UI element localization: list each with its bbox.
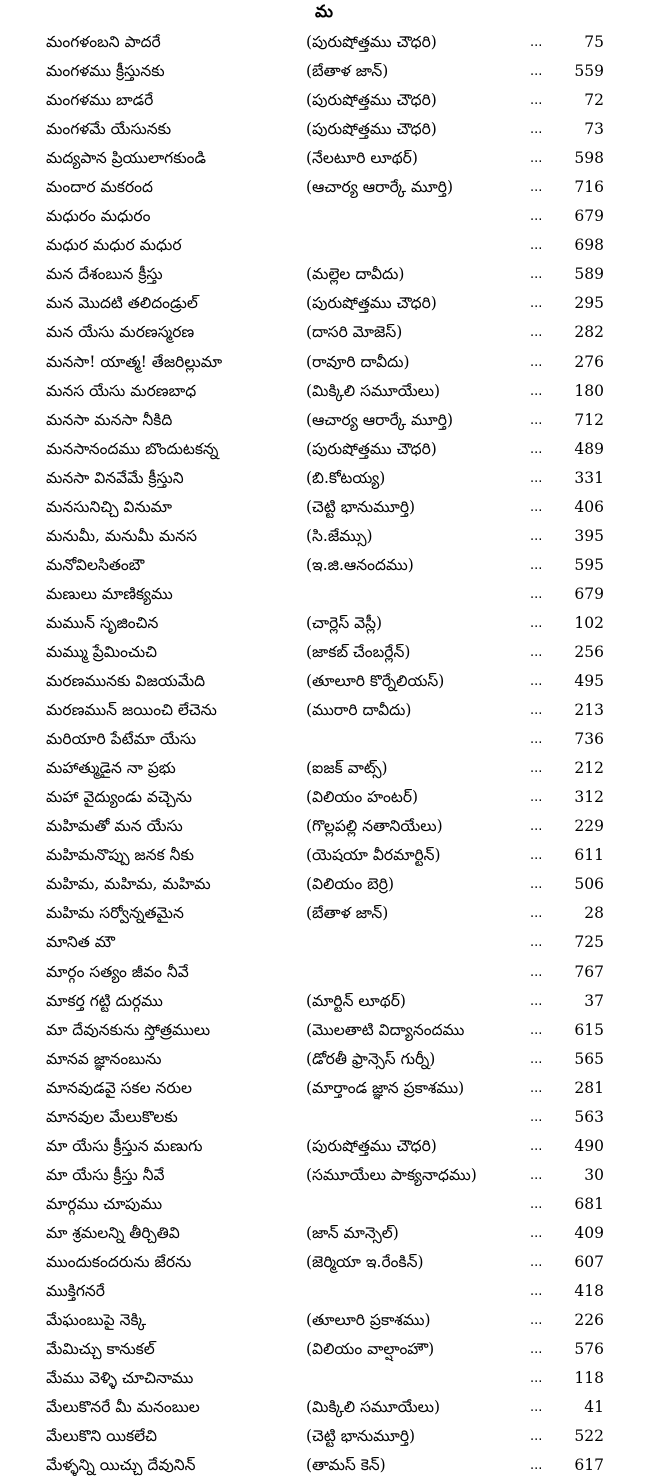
page-number: 418 (574, 1282, 604, 1301)
index-entry (0, 1016, 649, 1045)
dot-leader: ... (530, 35, 543, 50)
index-entry (0, 318, 649, 347)
page-number: 41 (584, 1398, 604, 1417)
dot-leader: ... (530, 674, 543, 690)
song-author: (బేతాళ జాన్) (306, 904, 389, 923)
song-author: (పురుషోత్తము చౌధరి) (306, 33, 437, 51)
song-author: (విలియం వాల్షాంహౌ) (306, 1340, 435, 1359)
song-title: మనోవిలసితంబౌ (46, 555, 145, 574)
index-entry (0, 231, 649, 260)
song-author: (జెర్మియా ఇ.రేంకిన్) (306, 1252, 424, 1271)
page-number: 30 (584, 1165, 604, 1184)
dot-leader: ... (530, 267, 543, 283)
dot-leader: ... (530, 93, 543, 109)
song-title: మహిమ, మహిమ, మహిమ (46, 875, 211, 894)
page-number: 725 (574, 933, 604, 952)
song-author: (విలియం హంటర్) (306, 788, 419, 807)
index-entry (0, 1132, 649, 1161)
page-number: 295 (574, 294, 604, 313)
page-number: 576 (574, 1340, 604, 1359)
song-title: మధుర మధుర మధుర (46, 236, 182, 255)
dot-leader: ... (530, 1080, 543, 1096)
song-author: (యెషయా వీరమార్టిన్) (306, 846, 441, 865)
page-number: 409 (574, 1223, 604, 1242)
song-title: మానవుల మేలుకొలకు (46, 1107, 178, 1126)
index-entry (0, 754, 649, 783)
index-entry (0, 928, 649, 957)
index-entry (0, 638, 649, 667)
index-entry (0, 1451, 649, 1480)
song-author: (పురుషోత్తము చౌధరి) (306, 91, 437, 110)
song-author: (మొలతాటి విద్యానందము (306, 1020, 465, 1039)
index-entry (0, 493, 649, 522)
song-author: (పురుషోత్తము చౌధరి) (306, 294, 437, 313)
dot-leader: ... (530, 470, 543, 486)
page-number: 736 (574, 730, 604, 749)
index-entry (0, 435, 649, 464)
song-title: ముందుకందరును జేరను (46, 1252, 192, 1271)
index-entry (0, 522, 649, 551)
page-number: 716 (574, 178, 604, 197)
index-entry (0, 841, 649, 870)
index-entry (0, 1277, 649, 1306)
page-number: 281 (574, 1078, 604, 1097)
page-number: 395 (574, 526, 604, 545)
section-letter-heading: మ (315, 2, 334, 22)
dot-leader: ... (530, 64, 543, 80)
index-entry (0, 1045, 649, 1074)
song-author: (చార్లెస్ వెస్లీ) (306, 613, 383, 632)
dot-leader: ... (530, 935, 543, 951)
dot-leader: ... (530, 383, 543, 399)
dot-leader: ... (530, 761, 543, 777)
song-author: (ఆచార్య ఆరార్కే మూర్తి) (306, 410, 454, 429)
song-author: (మార్తాండ జ్ఞాన ప్రకాశము) (306, 1078, 465, 1097)
song-title: మా యేసు క్రీస్తు నీవే (46, 1165, 165, 1184)
index-entry (0, 580, 649, 609)
index-entry (0, 1393, 649, 1422)
song-title: మహాత్ముడైన నా ప్రభు (46, 759, 176, 778)
song-title: మహిమ సర్వోన్నతమైన (46, 904, 184, 923)
song-author: (బి.కోటయ్య) (306, 468, 386, 487)
song-title: మహా వైద్యుండు వచ్చెను (46, 788, 192, 807)
index-entry (0, 173, 649, 202)
dot-leader: ... (530, 1371, 543, 1387)
song-title: మా దేవునకును స్తోత్రములు (46, 1020, 211, 1039)
index-entry (0, 1161, 649, 1190)
dot-leader: ... (530, 819, 543, 835)
dot-leader: ... (530, 1196, 543, 1212)
song-author: (ఇ.జి.ఆనందము) (306, 555, 414, 574)
index-entry (0, 899, 649, 928)
page-number: 679 (574, 207, 604, 226)
index-entry (0, 289, 649, 318)
page-number: 495 (574, 672, 604, 691)
dot-leader: ... (530, 1313, 543, 1329)
song-title: మరణమునకు విజయమేది (46, 672, 206, 691)
dot-leader: ... (530, 1051, 543, 1067)
song-title: మా శ్రమలన్ని తీర్చితివి (46, 1223, 180, 1242)
index-entry (0, 783, 649, 812)
song-title: మరియారి పేటేమా యేసు (46, 730, 197, 749)
page-number: 331 (574, 468, 604, 487)
song-title: మాకర్త గట్టి దుర్గము (46, 991, 163, 1010)
page-number: 565 (574, 1049, 604, 1068)
song-title: మేమిచ్చు కానుకల్ (46, 1340, 155, 1359)
song-author: (చెట్టి భానుమూర్తి) (306, 497, 416, 516)
song-title: మమున్ సృజించిన (46, 613, 159, 632)
song-author: (మార్టిన్ లూథర్) (306, 991, 406, 1010)
song-title: మనసునిచ్చి వినుమా (46, 497, 173, 516)
index-entry (0, 551, 649, 580)
song-author: (చెట్టి భానుమూర్తి) (306, 1427, 416, 1446)
dot-leader: ... (530, 732, 543, 748)
song-title: మణులు మాణిక్యము (46, 584, 173, 603)
song-title: మార్గము చూపుము (46, 1194, 163, 1213)
index-entry (0, 348, 649, 377)
page-number: 598 (574, 149, 604, 168)
song-author: (ఐజక్ వాట్స్) (306, 759, 388, 778)
page-number: 406 (574, 497, 604, 516)
song-author: (గొల్లపల్లి నతానియేలు) (306, 817, 443, 836)
index-entry (0, 406, 649, 435)
page-number: 212 (574, 759, 604, 778)
dot-leader: ... (530, 325, 543, 341)
song-author: (సమూయేలు పాక్యనాధము) (306, 1165, 477, 1184)
index-entry (0, 609, 649, 638)
page-number: 611 (574, 846, 604, 865)
song-author: (బేతాళ జాన్) (306, 62, 389, 81)
index-entry (0, 1190, 649, 1219)
index-entry (0, 958, 649, 987)
dot-leader: ... (530, 644, 543, 660)
song-author: (రావూరి దావీదు) (306, 352, 410, 371)
dot-leader: ... (530, 1138, 543, 1154)
index-entry (0, 1219, 649, 1248)
song-author: (మిక్కిలి సమూయేలు) (306, 381, 441, 400)
dot-leader: ... (530, 1225, 543, 1241)
index-entry (0, 667, 649, 696)
page-number: 681 (574, 1194, 604, 1213)
dot-leader: ... (530, 180, 543, 196)
index-entry (0, 725, 649, 754)
song-title: మన యేసు మరణస్మరణ (46, 323, 195, 342)
song-title: మానవ జ్ఞానంబును (46, 1049, 162, 1068)
dot-leader: ... (530, 354, 543, 370)
page-number: 213 (574, 701, 604, 720)
song-title: మేఘంబుపై నెక్కి (46, 1311, 147, 1330)
page-number: 490 (574, 1136, 604, 1155)
dot-leader: ... (530, 906, 543, 922)
page-number: 679 (574, 584, 604, 603)
song-author: (జాన్ మాన్సెల్) (306, 1223, 399, 1242)
song-author: (నేలటూరి లూథర్) (306, 149, 418, 168)
dot-leader: ... (530, 122, 543, 138)
page-number: 37 (584, 991, 604, 1010)
song-title: మనసానందము బొందుటకన్న (46, 439, 219, 458)
page-number: 75 (584, 33, 604, 51)
page-number: 276 (574, 352, 604, 371)
page-number: 595 (574, 555, 604, 574)
page-number: 522 (574, 1427, 604, 1446)
page-number: 256 (574, 642, 604, 661)
index-entry (0, 464, 649, 493)
song-title: మనసా! యాత్మ! తేజరిల్లుమా (46, 352, 223, 371)
dot-leader: ... (530, 1254, 543, 1270)
song-author: (మల్లెల దావీదు) (306, 265, 405, 284)
index-entry (0, 987, 649, 1016)
song-title: మహిమనొప్పు జనక నీకు (46, 846, 194, 865)
song-title: మన మొదటి తలిదండ్రుల్ (46, 294, 198, 313)
dot-leader: ... (530, 1400, 543, 1416)
page-number: 312 (574, 788, 604, 807)
song-author: (మిక్కిలి సమూయేలు) (306, 1398, 441, 1417)
dot-leader: ... (530, 441, 543, 457)
song-title: మరణమున్ జయించి లేచెను (46, 701, 217, 720)
song-author: (డోరతీ ఫ్రాన్సెస్ గుర్నీ) (306, 1049, 436, 1068)
song-title: మనుమీ, మనుమీ మనస (46, 526, 198, 545)
index-entry (0, 202, 649, 231)
page-number: 607 (574, 1252, 604, 1271)
dot-leader: ... (530, 1167, 543, 1183)
dot-leader: ... (530, 1284, 543, 1300)
dot-leader: ... (530, 412, 543, 428)
index-entry (0, 1422, 649, 1451)
song-author: (పురుషోత్తము చౌధరి) (306, 439, 437, 458)
dot-leader: ... (530, 557, 543, 573)
page-number: 489 (574, 439, 604, 458)
page-number: 102 (574, 613, 604, 632)
song-author: (తూలూరి కొర్నేలియస్) (306, 672, 445, 691)
song-title: మేలుకొని యికలేచి (46, 1427, 158, 1446)
song-author: (దాసరి మోజెస్) (306, 323, 403, 342)
song-title: మేళ్ళన్ని యిచ్చు దేవునిన్ (46, 1456, 196, 1475)
page-number: 589 (574, 265, 604, 284)
dot-leader: ... (530, 499, 543, 515)
dot-leader: ... (530, 848, 543, 864)
dot-leader: ... (530, 877, 543, 893)
song-title: మంగళము క్రీస్తునకు (46, 62, 165, 81)
song-title: మంగళము బాడరే (46, 91, 154, 110)
song-author: (పురుషోత్తము చౌధరి) (306, 1136, 437, 1155)
page-number: 698 (574, 236, 604, 255)
index-entry (0, 377, 649, 406)
song-title: మా యేసు క్రీస్తున మణుగు (46, 1136, 203, 1155)
index-entry (0, 86, 649, 115)
dot-leader: ... (530, 209, 543, 225)
index-entry (0, 812, 649, 841)
dot-leader: ... (530, 703, 543, 719)
dot-leader: ... (530, 1022, 543, 1038)
song-title: మేము వెళ్ళి చూచినాము (46, 1369, 194, 1388)
dot-leader: ... (530, 151, 543, 167)
dot-leader: ... (530, 993, 543, 1009)
song-author: (సి.జేమ్సు) (306, 526, 373, 545)
index-entry (0, 144, 649, 173)
page-number: 180 (574, 381, 604, 400)
song-title: మానిత మౌ (46, 933, 115, 952)
dot-leader: ... (530, 790, 543, 806)
song-title: మమ్ము ప్రేమించుచి (46, 642, 158, 661)
page-number: 73 (584, 120, 604, 139)
dot-leader: ... (530, 296, 543, 312)
song-title: ముక్తిగనరే (46, 1282, 105, 1301)
dot-leader: ... (530, 615, 543, 631)
index-entry (0, 57, 649, 86)
song-title: మంగళమే యేసునకు (46, 120, 172, 139)
index-entry (0, 870, 649, 899)
song-author: (తామస్ కెన్) (306, 1456, 386, 1475)
index-entry (0, 1074, 649, 1103)
page-number: 617 (574, 1456, 604, 1475)
page-number: 767 (574, 962, 604, 981)
song-author: (విలియం బెర్రి) (306, 875, 395, 894)
dot-leader: ... (530, 1458, 543, 1474)
song-title: మనసా మనసా నీకిది (46, 410, 173, 429)
page-number: 229 (574, 817, 604, 836)
index-entry (0, 696, 649, 725)
song-title: మన దేశంబున క్రీస్తు (46, 265, 163, 284)
page-number: 118 (574, 1369, 604, 1388)
song-author: (మురారి దావీదు) (306, 701, 412, 720)
song-index-list (0, 28, 649, 1480)
song-title: మందార మకరంద (46, 178, 153, 197)
song-title: మార్గం సత్యం జీవం నీవే (46, 962, 189, 981)
song-title: మానవుడవై సకల నరుల (46, 1078, 192, 1097)
song-title: మంగళంబని పాదరే (46, 33, 161, 51)
index-entry (0, 1248, 649, 1277)
index-entry (0, 260, 649, 289)
page-number: 72 (584, 91, 604, 110)
dot-leader: ... (530, 1109, 543, 1125)
song-title: మద్యపాన ప్రియులాగకుండి (46, 149, 207, 168)
page-number: 615 (574, 1020, 604, 1039)
dot-leader: ... (530, 964, 543, 980)
index-entry (0, 115, 649, 144)
song-author: (ఆచార్య ఆరార్కే మూర్తి) (306, 178, 454, 197)
dot-leader: ... (530, 528, 543, 544)
index-entry (0, 1103, 649, 1132)
song-author: (జాకబ్ చేంబర్లేన్) (306, 642, 411, 661)
song-title: మేలుకొనరే మీ మనంబుల (46, 1398, 200, 1417)
page-number: 506 (574, 875, 604, 894)
index-entry (0, 1364, 649, 1393)
song-title: మనస యేసు మరణబాధ (46, 381, 197, 400)
dot-leader: ... (530, 1429, 543, 1445)
song-author: (పురుషోత్తము చౌధరి) (306, 120, 437, 139)
song-title: మహిమతో మన యేసు (46, 817, 183, 836)
song-title: మధురం మధురం (46, 207, 151, 226)
index-entry (0, 1335, 649, 1364)
dot-leader: ... (530, 1342, 543, 1358)
dot-leader: ... (530, 238, 543, 254)
page-number: 226 (574, 1311, 604, 1330)
page-number: 563 (574, 1107, 604, 1126)
page-number: 559 (574, 62, 604, 81)
song-author: (తూలూరి ప్రకాశము) (306, 1311, 431, 1330)
index-entry (0, 28, 649, 57)
dot-leader: ... (530, 586, 543, 602)
page-number: 28 (584, 904, 604, 923)
index-entry (0, 1306, 649, 1335)
page-number: 712 (574, 410, 604, 429)
page-number: 282 (574, 323, 604, 342)
song-title: మనసా వినవేమే క్రీస్తుని (46, 468, 184, 487)
